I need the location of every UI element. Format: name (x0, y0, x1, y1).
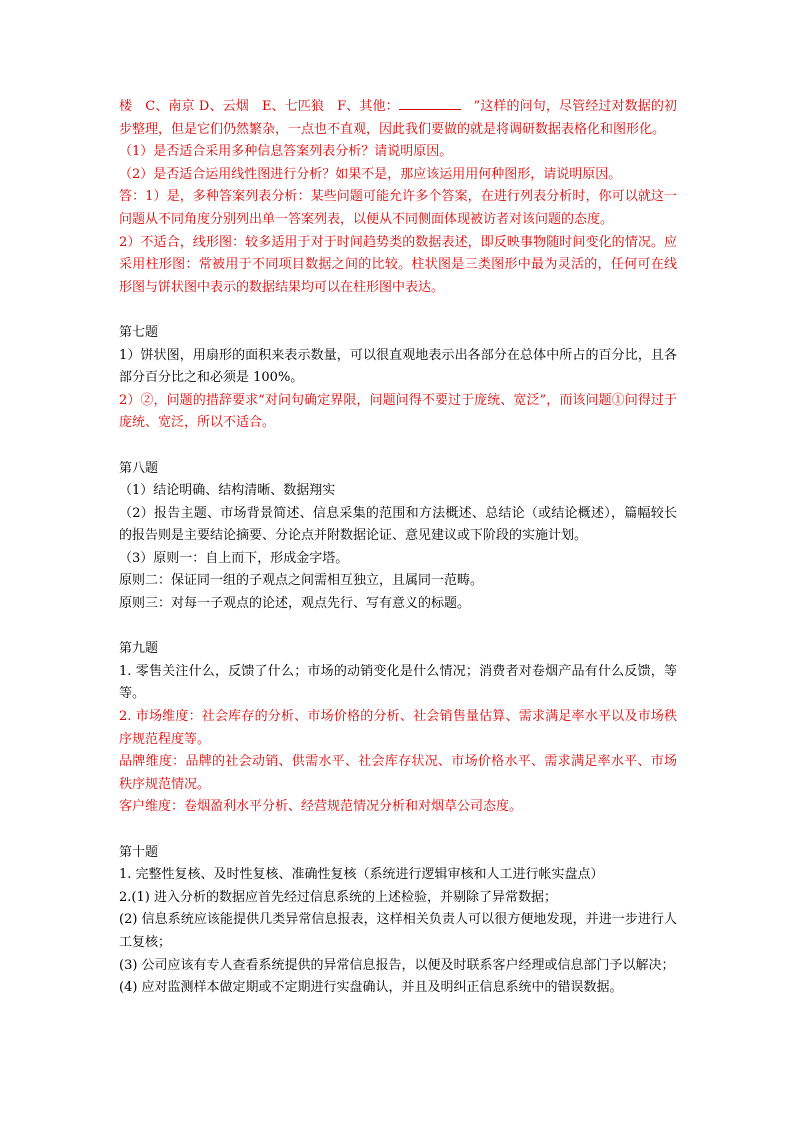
q8-answer-2: （2）报告主题、市场背景简述、信息采集的范围和方法概述、总结论（或结论概述），篇幅较长的报告则是主要结论摘要、分论点并附数据论证、意见建议或下阶段的实施计划。 (119, 505, 677, 544)
q7-answer-1: 1）饼状图，用扇形的面积来表示数量，可以很直观地表示出各部分在总体中所占的百分比，且各部分百分比之和必须是 100%。 (119, 347, 677, 386)
q10-title: 第十题 (119, 844, 159, 860)
q8-answer-4: 原则二：保证同一组的子观点之间需相互独立，且属同一范畴。 (119, 573, 484, 589)
q8-answer-1: （1）结论明确、结构清晰、数据翔实 (119, 483, 336, 499)
spacer (119, 299, 677, 322)
document-body (119, 95, 677, 1000)
q6-answer-1: 答：1）是，多种答案列表分析：某些问题可能允许多个答案，在进行列表分析时，你可以就这一问题从不同角度分别列出单一答案列表，以便从不同侧面体现被访者对该问题的态度。 (119, 189, 677, 227)
q9-answer-3: 品牌维度：品牌的社会动销、供需水平、社会库存状况、市场价格水平、需求满足率水平、市场秩序规范情况。 (119, 754, 677, 792)
q9-answer-4: 客户维度：卷烟盈利水平分析、经营规范情况分析和对烟草公司态度。 (119, 799, 523, 815)
q7-title: 第七题 (119, 324, 159, 340)
q9-answer-2: 2. 市场维度：社会库存的分析、市场价格的分析、社会销售量估算、需求满足率水平以及市场秩序规范程度等。 (119, 709, 677, 747)
q7-answer-2: 2）②，问题的措辞要求“对问句确定界限，问题问得不要过于庞统、宽泛”，而该问题①问得过于庞统、宽泛，所以不适合。 (119, 392, 677, 431)
q10-answer-3: (2) 信息系统应该能提供几类异常信息报表，这样相关负责人可以很方便地发现，并进一步进行人工复核； (119, 912, 677, 950)
q6-question-1: （1）是否适合采用多种信息答案列表分析？请说明原因。 (119, 144, 453, 160)
q9-title: 第九题 (119, 641, 159, 657)
q6-question-2: （2）是否适合运用线性图进行分析？如果不是，那应该运用用何种图形，请说明原因。 (119, 166, 622, 182)
q10-answer-2: 2.(1) 进入分析的数据应首先经过信息系统的上述检验，并剔除了异常数据； (119, 889, 557, 905)
q9-answer-1: 1. 零售关注什么，反馈了什么；市场的动销变化是什么情况；消费者对卷烟产品有什么反馈，等等。 (119, 663, 677, 702)
spacer (119, 819, 677, 842)
spacer (119, 435, 677, 458)
q8-answer-5: 原则三：对每一子观点的论述，观点先行、写有意义的标题。 (119, 596, 471, 612)
q10-answer-4: (3) 公司应该有专人查看系统提供的异常信息报告，以便及时联系客户经理或信息部门予以解决； (119, 957, 675, 973)
q10-answer-1: 1. 完整性复核、及时性复核、准确性复核（系统进行逻辑审核和人工进行帐实盘点） (119, 867, 604, 883)
q10-answer-5: (4) 应对监测样本做定期或不定期进行实盘确认，并且及明纠正信息系统中的错误数据。 (119, 980, 623, 996)
fill-blank (399, 95, 461, 110)
spacer (119, 616, 677, 639)
q6-answer-2: 2）不适合，线形图：较多适用于对于时间趋势类的数据表述，即反映事物随时间变化的情况。应采用柱形图：常被用于不同项目数据之间的比较。柱状图是三类图形中最为灵活的，任何可在线形图与饼状图中表示的数据结果均可以在柱形图中表达。 (119, 234, 677, 295)
q8-answer-3: （3）原则一：自上而下，形成金字塔。 (119, 550, 349, 566)
q6-options-line (119, 95, 677, 141)
q8-title: 第八题 (119, 460, 159, 476)
q6-options-text: 楼 C、南京 D、云烟 E、七匹狼 F、其他： (119, 99, 399, 114)
q6-options-continued: ”这样的问句，尽管经过对数据的初步整理，但是它们仍然繁杂，一点也不直观，因此我们要做的就是将调研数据表格化和图形化。 (119, 99, 677, 137)
